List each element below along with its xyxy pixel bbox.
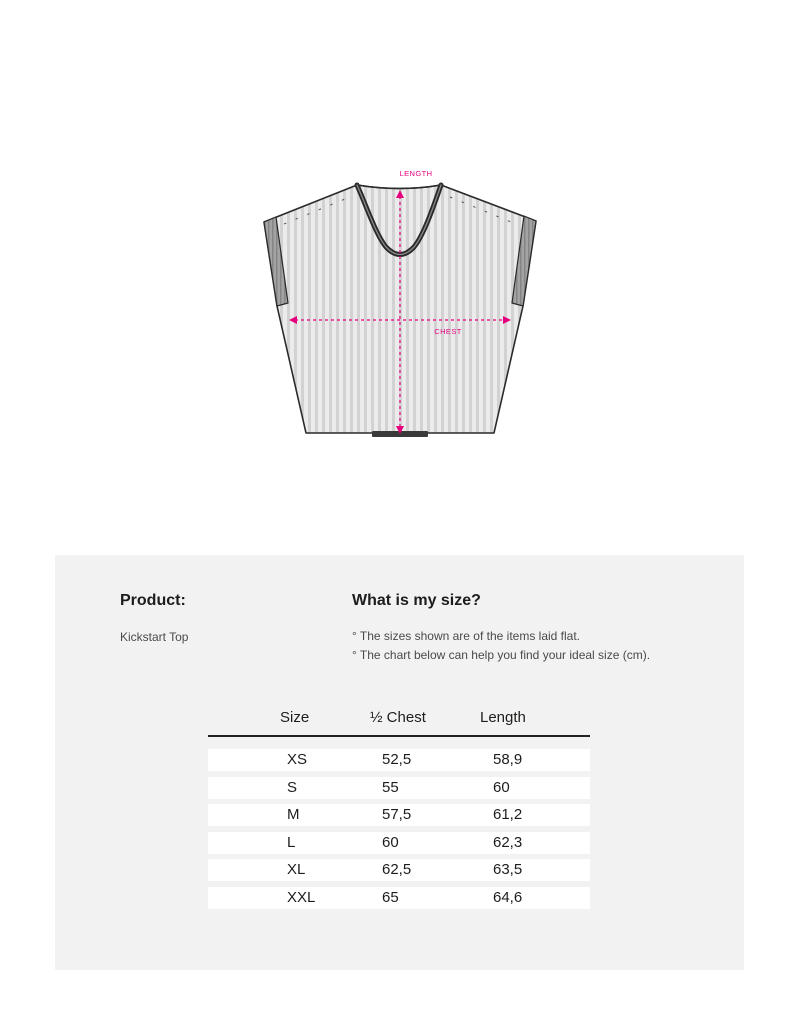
chest-cell: 57,5 [382,806,412,824]
chest-cell: 60 [382,833,399,851]
size-cell: XXL [287,888,316,906]
size-cell: S [287,778,298,796]
size-table [208,708,590,906]
table-header [208,708,590,728]
table-row [208,804,590,826]
garment-illustration [0,0,799,500]
size-cell: M [287,806,300,824]
length-cell: 62,3 [493,833,523,851]
length-cell: 60 [493,778,510,796]
table-body [208,749,590,915]
length-cell: 58,9 [493,751,523,768]
column-header-chest: ½ Chest [370,709,426,726]
header-divider [208,735,590,737]
size-note-flat: ° The sizes shown are of the items laid flat. [352,629,581,643]
table-row [208,777,590,799]
length-cell: 64,6 [493,888,523,906]
table-row [208,859,590,881]
table-row [208,887,590,909]
size-help-heading: What is my size? [352,592,481,609]
length-cell: 61,2 [493,806,523,824]
product-name: Kickstart Top [120,630,189,644]
size-cell: XL [287,861,306,879]
length-label: LENGTH [399,169,433,178]
length-cell: 63,5 [493,861,523,879]
column-header-size: Size [280,709,310,726]
size-info-panel [55,555,744,970]
size-cell: XS [287,751,308,768]
chest-cell: 55 [382,778,399,796]
column-header-length: Length [480,709,526,726]
chest-cell: 52,5 [382,751,412,768]
chest-label: CHEST [434,327,462,336]
size-note-chart: ° The chart below can help you find your ideal size (cm). [352,648,651,662]
chest-cell: 62,5 [382,861,412,879]
table-row [208,749,590,771]
product-heading: Product: [120,592,186,609]
size-cell: L [287,833,296,851]
table-row [208,832,590,854]
chest-cell: 65 [382,888,399,906]
